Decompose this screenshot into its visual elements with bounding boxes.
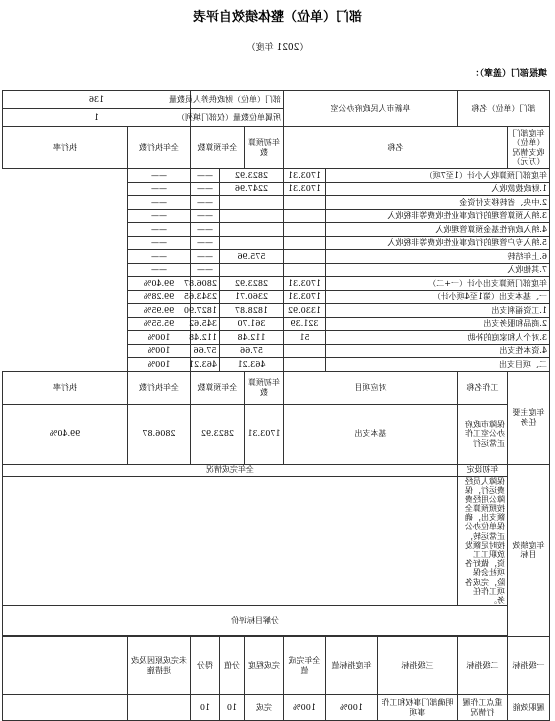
budget-rate: 100% <box>127 358 190 372</box>
eval-points: 10 <box>219 695 244 721</box>
dept-name-label: 部门（单位）名称 <box>458 91 550 127</box>
budget-full: 2823.92 <box>219 169 283 183</box>
budget-exec: 2806.87 <box>190 277 219 291</box>
budget-col-initial: 年初预算数 <box>244 127 283 169</box>
budget-rate: —— <box>127 263 190 277</box>
budget-item-name: 4.资本性支出 <box>326 344 550 358</box>
budget-side-label: 年度部门（单位）收支情况（万元） <box>508 127 550 169</box>
eval-target: 100% <box>326 695 378 721</box>
budget-rows <box>2 169 549 372</box>
budget-exec: —— <box>190 263 219 277</box>
budget-rate: —— <box>127 209 190 223</box>
budget-col-name: 名称 <box>283 127 507 169</box>
eval-score: 10 <box>190 695 219 721</box>
year-subtitle: （2021 年度） <box>246 43 309 53</box>
budget-row <box>2 317 549 331</box>
budget-item-name: 3.纳入预算管理的行政事业性收费等非税收入 <box>326 209 550 223</box>
budget-full: 575.96 <box>219 250 283 264</box>
budget-initial: 1703.31 <box>283 277 325 291</box>
budget-rate: 100% <box>127 344 190 358</box>
budget-row <box>2 263 549 277</box>
task-full: 2823.92 <box>190 404 244 464</box>
evaluation-table <box>2 90 550 721</box>
eval-col-blank <box>2 637 127 695</box>
budget-row <box>2 250 549 264</box>
task-initial: 1703.31 <box>244 404 283 464</box>
budget-rate: —— <box>127 223 190 237</box>
tasks-side-label: 年度主要任务 <box>508 371 550 464</box>
budget-full: 57.66 <box>219 344 283 358</box>
budget-item-name: 5.纳入专户管理的行政事业性收费等非税收入 <box>326 236 550 250</box>
budget-full: 361.70 <box>219 317 283 331</box>
task-rate: 99.40% <box>2 404 127 464</box>
budget-initial <box>283 209 325 223</box>
tasks-col-exec: 全年执行数 <box>127 371 190 404</box>
budget-exec: 1827.90 <box>190 304 219 318</box>
budget-col-full: 全年预算数 <box>190 127 244 169</box>
budget-rate: —— <box>127 196 190 210</box>
budget-item-name: 1.工资福利支出 <box>326 304 550 318</box>
budget-row <box>2 277 549 291</box>
task-work-name: 保障市政府办公室工作正常运行 <box>458 404 508 464</box>
eval-col-2: 二级指标 <box>458 637 508 695</box>
budget-row <box>2 196 549 210</box>
budget-row <box>2 290 549 304</box>
budget-exec: 463.21 <box>190 358 219 372</box>
budget-rate: —— <box>127 236 190 250</box>
budget-full <box>219 223 283 237</box>
staff-count-label: 部门（单位）财政供养人员数量 <box>190 91 283 109</box>
budget-exec: 112.48 <box>190 331 219 345</box>
budget-exec: —— <box>190 236 219 250</box>
budget-exec: 57.66 <box>190 344 219 358</box>
tasks-col-rate: 执行率 <box>2 371 127 404</box>
unit-label: 填报部门（盖章）： <box>470 69 547 79</box>
eval-col-5: 全年完成值 <box>283 637 325 695</box>
tasks-col-initial: 年初预算数 <box>244 371 283 404</box>
eval-col-7: 分值 <box>219 637 244 695</box>
budget-item-name: 4.纳入政府性基金预算管理收入 <box>326 223 550 237</box>
budget-initial: 1330.92 <box>283 304 325 318</box>
goals-side-label: 年度绩效目标 <box>508 464 550 637</box>
budget-rate: 95.55% <box>127 317 190 331</box>
eval-degree: 完成 <box>244 695 283 721</box>
budget-rate: 99.28% <box>127 290 190 304</box>
page-title: 部门（单位）整体绩效自评表 <box>193 10 363 25</box>
eval-col-3: 三级指标 <box>378 637 458 695</box>
budget-full <box>219 236 283 250</box>
budget-exec: 2343.65 <box>190 290 219 304</box>
budget-initial <box>283 358 325 372</box>
dept-name-value: 阜新市人民政府办公室 <box>283 91 457 127</box>
budget-full: 2247.96 <box>219 182 283 196</box>
budget-initial <box>283 344 325 358</box>
goals-done-text <box>2 476 457 606</box>
budget-full: 2360.71 <box>219 290 283 304</box>
eval-level1: 履职效能 <box>508 695 550 721</box>
goals-set-label: 年初设定 <box>458 464 508 476</box>
budget-initial <box>283 263 325 277</box>
budget-rate: 99.95% <box>127 304 190 318</box>
goals-done-label: 全年完成情况 <box>2 464 457 476</box>
eval-level3: 明确部门事权和工作事项 <box>378 695 458 721</box>
staff-count-value: 136 <box>2 91 190 109</box>
budget-item-name: 一、基本支出（第1至4项小计） <box>326 290 550 304</box>
budget-exec: —— <box>190 250 219 264</box>
budget-row <box>2 236 549 250</box>
budget-item-name: 7.其他收入 <box>326 263 550 277</box>
budget-rate: 100% <box>127 331 190 345</box>
budget-initial <box>283 236 325 250</box>
tasks-col-full: 全年预算数 <box>190 371 244 404</box>
budget-item-name: 二、项目支出 <box>326 358 550 372</box>
budget-row <box>2 223 549 237</box>
budget-initial: 1703.31 <box>283 290 325 304</box>
sub-unit-label: 所属单位数量（仅部门填列） <box>190 109 283 127</box>
budget-row <box>2 358 549 372</box>
budget-initial <box>283 196 325 210</box>
tasks-col-work: 工作名称 <box>458 371 508 404</box>
eval-blank <box>2 695 127 721</box>
sub-unit-value: 1 <box>2 109 190 127</box>
budget-initial <box>283 250 325 264</box>
budget-full: 1828.87 <box>219 304 283 318</box>
budget-col-rate: 执行率 <box>2 127 127 169</box>
goals-set-text: 保障人员经费运行，保障公用经费按照预算全额支出，确保单位办公正常运转，按时足额发放职工工资，做好各项社会保险，完成各项工作任务。 <box>458 476 508 606</box>
task-project: 基本支出 <box>283 404 457 464</box>
eval-reason <box>127 695 190 721</box>
budget-exec: 345.62 <box>190 317 219 331</box>
budget-rate: —— <box>127 182 190 196</box>
budget-exec: —— <box>190 169 219 183</box>
budget-row <box>2 209 549 223</box>
tasks-col-project: 对应项目 <box>283 371 457 404</box>
budget-col-exec: 全年执行数 <box>127 127 190 169</box>
eval-col-6: 完成程度 <box>244 637 283 695</box>
budget-exec: —— <box>190 223 219 237</box>
eval-actual: 100% <box>283 695 325 721</box>
budget-rate: —— <box>127 250 190 264</box>
budget-rate: —— <box>127 169 190 183</box>
budget-initial: 51 <box>283 331 325 345</box>
budget-row <box>2 182 549 196</box>
eval-title: 分解目标评价 <box>2 606 507 636</box>
budget-row <box>2 344 549 358</box>
budget-initial: 321.39 <box>283 317 325 331</box>
eval-col-4: 年度指标值 <box>326 637 378 695</box>
budget-row <box>2 331 549 345</box>
budget-item-name: 6.上年结转 <box>326 250 550 264</box>
budget-rate: 99.40% <box>127 277 190 291</box>
budget-initial: 1703.31 <box>283 169 325 183</box>
budget-exec: —— <box>190 196 219 210</box>
eval-level2: 重点工作履行情况 <box>458 695 508 721</box>
budget-full: 2823.92 <box>219 277 283 291</box>
budget-row <box>2 304 549 318</box>
eval-col-9: 未完成原因及改进措施 <box>127 637 190 695</box>
budget-full <box>219 263 283 277</box>
budget-initial: 1703.31 <box>283 182 325 196</box>
budget-full: 112.48 <box>219 331 283 345</box>
budget-item-name: 1.财政拨款收入 <box>326 182 550 196</box>
budget-exec: —— <box>190 209 219 223</box>
budget-row <box>2 169 549 183</box>
eval-col-8: 得分 <box>190 637 219 695</box>
budget-exec: —— <box>190 182 219 196</box>
eval-col-1: 一级指标 <box>508 637 550 695</box>
budget-full <box>219 196 283 210</box>
budget-item-name: 3.对个人和家庭的补助 <box>326 331 550 345</box>
budget-item-name: 2.商品和服务支出 <box>326 317 550 331</box>
budget-item-name: 2.中央、省转移支付资金 <box>326 196 550 210</box>
budget-initial <box>283 223 325 237</box>
task-exec: 2806.87 <box>127 404 190 464</box>
budget-item-name: 年度部门预算支出小计（一+二） <box>326 277 550 291</box>
budget-full: 463.21 <box>219 358 283 372</box>
budget-item-name: 年度部门预算收入小计（1至7项） <box>326 169 550 183</box>
budget-full <box>219 209 283 223</box>
